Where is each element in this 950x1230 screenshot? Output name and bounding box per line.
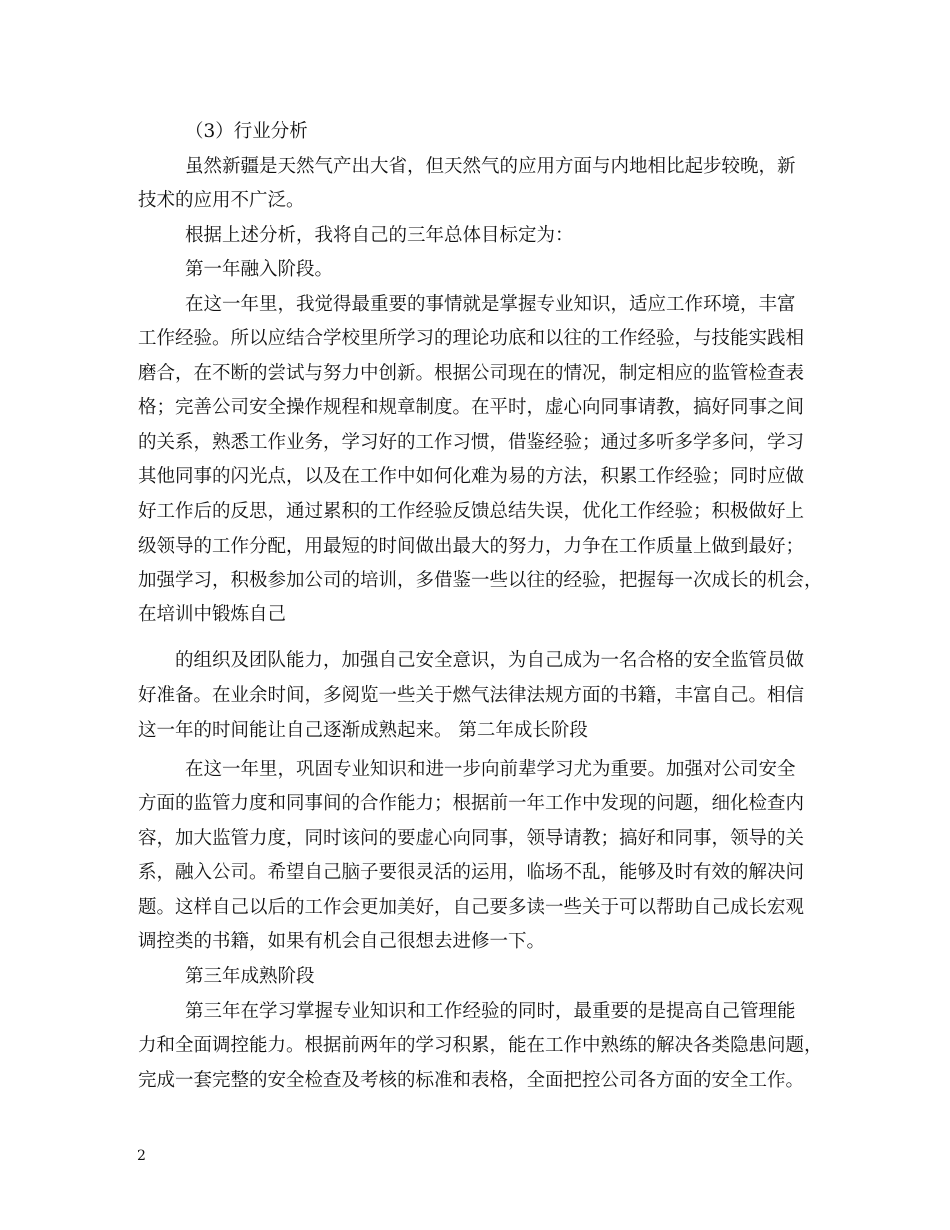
text-line: 的组织及团队能力，加强自己安全意识，为自己成为一名合格的安全监管员做 (175, 650, 805, 671)
text-line: 的关系，熟悉工作业务，学习好的工作习惯，借鉴经验；通过多听多学多问，学习 (138, 432, 805, 453)
text-line: 在这一年里，我觉得最重要的事情就是掌握专业知识，适应工作环境，丰富 (185, 294, 796, 315)
text-line: 调控类的书籍，如果有机会自己很想去进修一下。 (138, 931, 546, 952)
text-line: 在这一年里，巩固专业知识和进一步向前辈学习尤为重要。加强对公司安全 (185, 759, 796, 780)
text-line: 题。这样自己以后的工作会更加美好，自己要多读一些关于可以帮助自己成长宏观 (138, 897, 805, 918)
text-line: 完成一套完整的安全检查及考核的标准和表格，全面把控公司各方面的安全工作。 (138, 1070, 805, 1091)
text-line: （3）行业分析 (185, 121, 308, 142)
text-line: 方面的监管力度和同事间的合作能力；根据前一年工作中发现的问题，细化检查内 (138, 793, 805, 814)
text-line: 工作经验。所以应结合学校里所学习的理论功底和以往的工作经验，与技能实践相 (138, 328, 805, 349)
text-line: 系，融入公司。希望自己脑子要很灵活的运用，临场不乱，能够及时有效的解决问 (138, 862, 805, 883)
text-line: 虽然新疆是天然气产出大省，但天然气的应用方面与内地相比起步较晚，新 (185, 156, 796, 177)
text-line: 磨合，在不断的尝试与努力中创新。根据公司现在的情况，制定相应的监管检查表 (138, 363, 805, 384)
text-line: 格；完善公司安全操作规程和规章制度。在平时，虚心向同事请教，搞好同事之间 (138, 397, 805, 418)
text-line: 根据上述分析，我将自己的三年总体目标定为： (185, 225, 574, 246)
text-line: 第三年成熟阶段 (185, 966, 315, 987)
text-line: 级领导的工作分配，用最短的时间做出最大的努力，力争在工作质量上做到最好； (138, 536, 805, 557)
text-line: 好工作后的反思，通过累积的工作经验反馈总结失误，优化工作经验；积极做好上 (138, 501, 805, 522)
text-line: 技术的应用不广泛。 (138, 190, 305, 211)
text-line: 加强学习，积极参加公司的培训，多借鉴一些以往的经验，把握每一次成长的机会， (138, 570, 823, 591)
text-line: 其他同事的闪光点，以及在工作中如何化难为易的方法，积累工作经验；同时应做 (138, 466, 805, 487)
text-line: 在培训中锻炼自己 (138, 604, 287, 625)
text-line: 好准备。在业余时间，多阅览一些关于燃气法律法规方面的书籍，丰富自己。相信 (138, 685, 805, 706)
text-line: 力和全面调控能力。根据前两年的学习积累，能在工作中熟练的解决各类隐患问题， (138, 1035, 823, 1056)
text-line: 容，加大监管力度，同时该问的要虚心向同事，领导请教；搞好和同事，领导的关 (138, 828, 805, 849)
text-line: 第三年在学习掌握专业知识和工作经验的同时，最重要的是提高自己管理能 (185, 1001, 796, 1022)
text-line: 这一年的时间能让自己逐渐成熟起来。 第二年成长阶段 (138, 720, 588, 741)
page-number: 2 (137, 1148, 146, 1164)
text-line: 第一年融入阶段。 (185, 259, 334, 280)
